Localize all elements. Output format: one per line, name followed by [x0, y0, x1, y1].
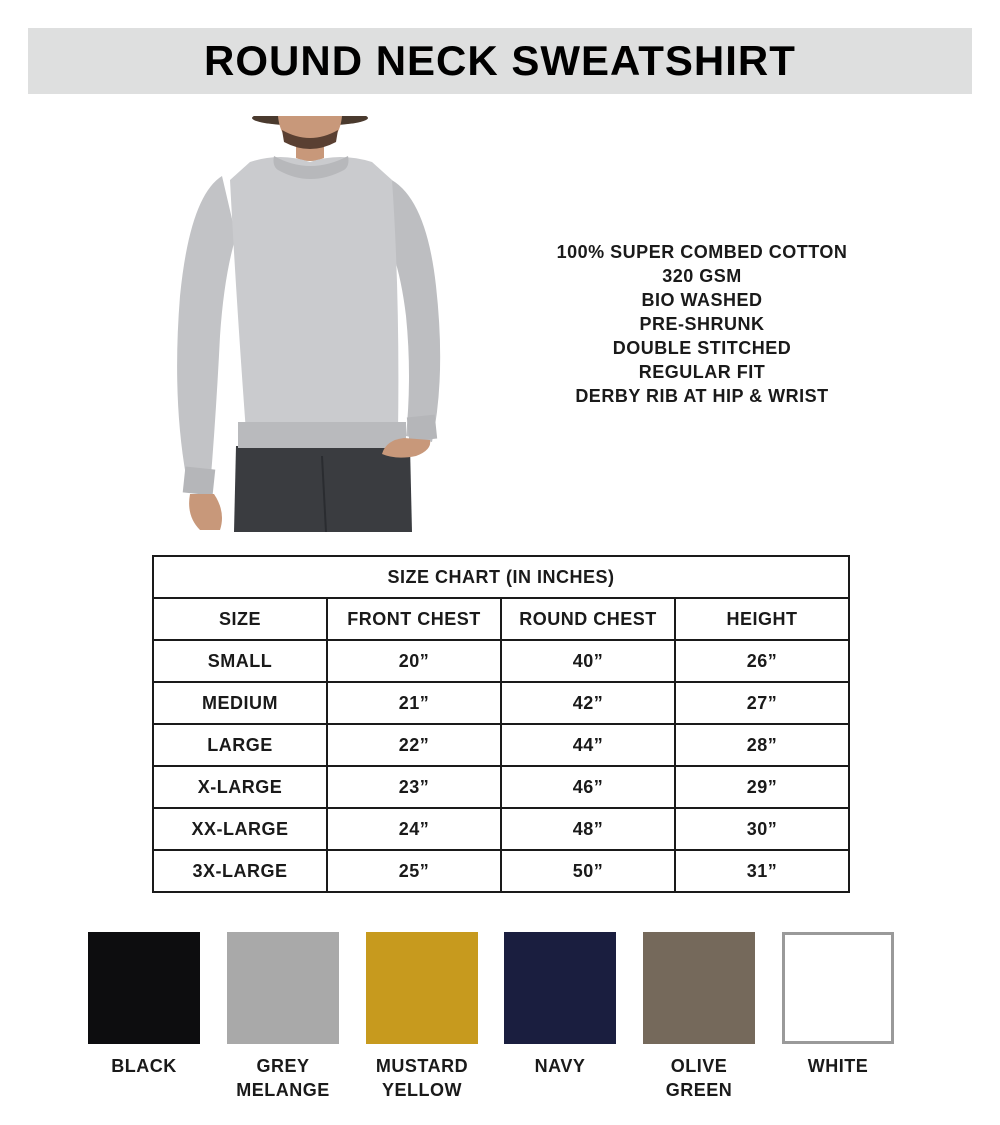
- column-header: SIZE: [153, 598, 327, 640]
- table-row: [153, 682, 849, 724]
- table-cell: 21”: [327, 682, 501, 724]
- table-cell: MEDIUM: [153, 682, 327, 724]
- swatch-label: OLIVE GREEN: [665, 1056, 733, 1100]
- feature-item: PRE-SHRUNK: [639, 314, 765, 334]
- color-swatch-grey-melange: [227, 932, 339, 1102]
- table-row: [153, 640, 849, 682]
- swatch-label: NAVY: [534, 1056, 586, 1076]
- size-chart-table: [152, 555, 850, 893]
- swatch-chip: [782, 932, 894, 1044]
- color-swatch-black: [88, 932, 200, 1078]
- table-row: [153, 808, 849, 850]
- feature-list: [500, 240, 904, 408]
- color-swatch-mustard-yellow: [366, 932, 478, 1102]
- swatch-label: MUSTARD YELLOW: [375, 1056, 469, 1100]
- table-cell: 23”: [327, 766, 501, 808]
- table-header-row: [153, 598, 849, 640]
- table-cell: LARGE: [153, 724, 327, 766]
- table-cell: 22”: [327, 724, 501, 766]
- table-cell: 25”: [327, 850, 501, 892]
- color-swatch-navy: [504, 932, 616, 1078]
- table-cell: 40”: [501, 640, 675, 682]
- swatch-chip: [643, 932, 755, 1044]
- table-cell: 44”: [501, 724, 675, 766]
- table-row: [153, 724, 849, 766]
- column-header: ROUND CHEST: [501, 598, 675, 640]
- table-cell: 24”: [327, 808, 501, 850]
- column-header: FRONT CHEST: [327, 598, 501, 640]
- table-cell: 28”: [675, 724, 849, 766]
- swatch-chip: [227, 932, 339, 1044]
- feature-item: BIO WASHED: [641, 290, 763, 310]
- color-swatch-olive-green: [643, 932, 755, 1102]
- title-banner: [28, 28, 972, 94]
- feature-item: DERBY RIB AT HIP & WRIST: [575, 386, 829, 406]
- table-cell: 26”: [675, 640, 849, 682]
- swatch-label: WHITE: [807, 1056, 869, 1076]
- table-cell: 29”: [675, 766, 849, 808]
- model-image: [150, 116, 470, 532]
- table-cell: X-LARGE: [153, 766, 327, 808]
- table-cell: 48”: [501, 808, 675, 850]
- feature-item: DOUBLE STITCHED: [612, 338, 792, 358]
- color-swatch-white: [782, 932, 894, 1078]
- color-swatches: [0, 932, 1000, 1122]
- feature-item: 320 GSM: [662, 266, 742, 286]
- table-row: [153, 766, 849, 808]
- table-cell: 27”: [675, 682, 849, 724]
- table-cell: 20”: [327, 640, 501, 682]
- feature-item: REGULAR FIT: [638, 362, 766, 382]
- table-cell: 31”: [675, 850, 849, 892]
- table-caption-row: [153, 556, 849, 598]
- swatch-label: GREY MELANGE: [236, 1056, 330, 1100]
- swatch-chip: [88, 932, 200, 1044]
- table-cell: SMALL: [153, 640, 327, 682]
- table-cell: 3X-LARGE: [153, 850, 327, 892]
- table-cell: 46”: [501, 766, 675, 808]
- swatch-label: BLACK: [111, 1056, 177, 1076]
- size-chart-caption: SIZE CHART (IN INCHES): [153, 556, 849, 598]
- table-cell: 50”: [501, 850, 675, 892]
- table-row: [153, 850, 849, 892]
- table-cell: 30”: [675, 808, 849, 850]
- table-cell: XX-LARGE: [153, 808, 327, 850]
- column-header: HEIGHT: [675, 598, 849, 640]
- feature-item: 100% SUPER COMBED COTTON: [556, 242, 848, 262]
- page-title: ROUND NECK SWEATSHIRT: [204, 37, 796, 84]
- swatch-chip: [366, 932, 478, 1044]
- table-cell: 42”: [501, 682, 675, 724]
- swatch-chip: [504, 932, 616, 1044]
